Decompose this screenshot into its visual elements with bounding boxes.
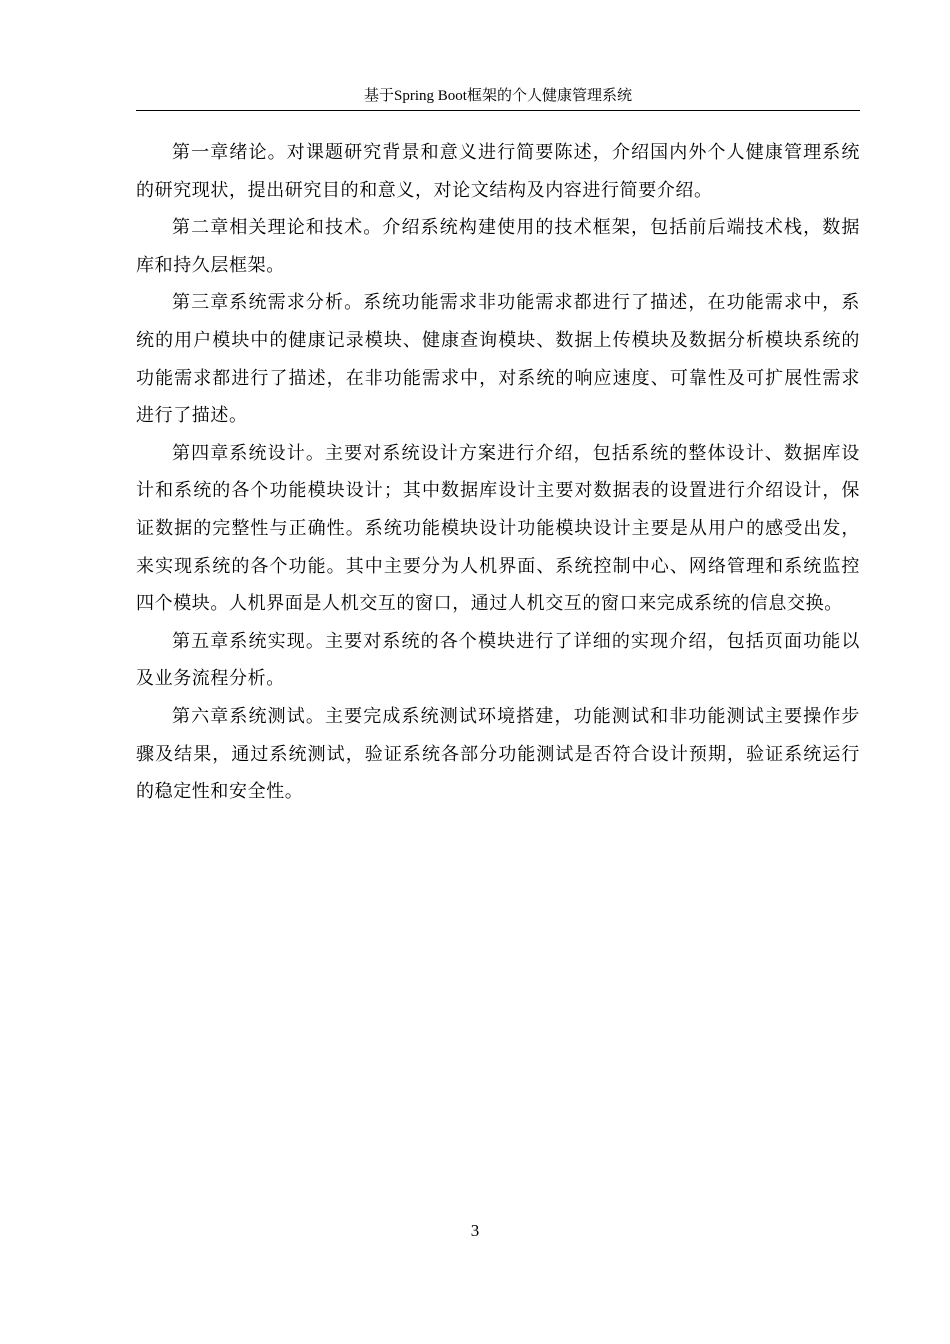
page-number: 3 xyxy=(470,1221,480,1240)
paragraph-chapter-5: 第五章系统实现。主要对系统的各个模块进行了详细的实现介绍，包括页面功能以及业务流程分析。 xyxy=(136,630,860,690)
paragraph-chapter-6: 第六章系统测试。主要完成系统测试环境搭建，功能测试和非功能测试主要操作步骤及结果，通过系统测试，验证系统各部分功能测试是否符合设计预期，验证系统运行的稳定性和安全性。 xyxy=(136,705,860,803)
paragraph-chapter-1: 第一章绪论。对课题研究背景和意义进行简要陈述，介绍国内外个人健康管理系统的研究现状，提出研究目的和意义，对论文结构及内容进行简要介绍。 xyxy=(136,142,860,201)
running-header: 基于Spring Boot框架的个人健康管理系统 xyxy=(136,86,860,111)
paragraph-chapter-4: 第四章系统设计。主要对系统设计方案进行介绍，包括系统的整体设计、数据库设计和系统的各个功能模块设计；其中数据库设计主要对数据表的设置进行介绍设计，保证数据的完整性与正确性。系统功能模块设计功能模块设计主要是从用户的感受出发，来实现系统的各个功能。其中主要分为人机界面、系统控制中心、网络管理和系统监控四个模块。人机界面是人机交互的窗口，通过人机交互的窗口来完成系统的信息交换。 xyxy=(136,442,860,615)
body-text xyxy=(136,134,860,811)
paragraph-chapter-3: 第三章系统需求分析。系统功能需求非功能需求都进行了描述，在功能需求中，系统的用户模块中的健康记录模块、健康查询模块、数据上传模块及数据分析模块系统的功能需求都进行了描述，在非功能需求中，对系统的响应速度、可靠性及可扩展性需求进行了描述。 xyxy=(136,292,860,427)
paragraph-chapter-2: 第二章相关理论和技术。介绍系统构建使用的技术框架，包括前后端技术栈，数据库和持久层框架。 xyxy=(136,217,860,276)
